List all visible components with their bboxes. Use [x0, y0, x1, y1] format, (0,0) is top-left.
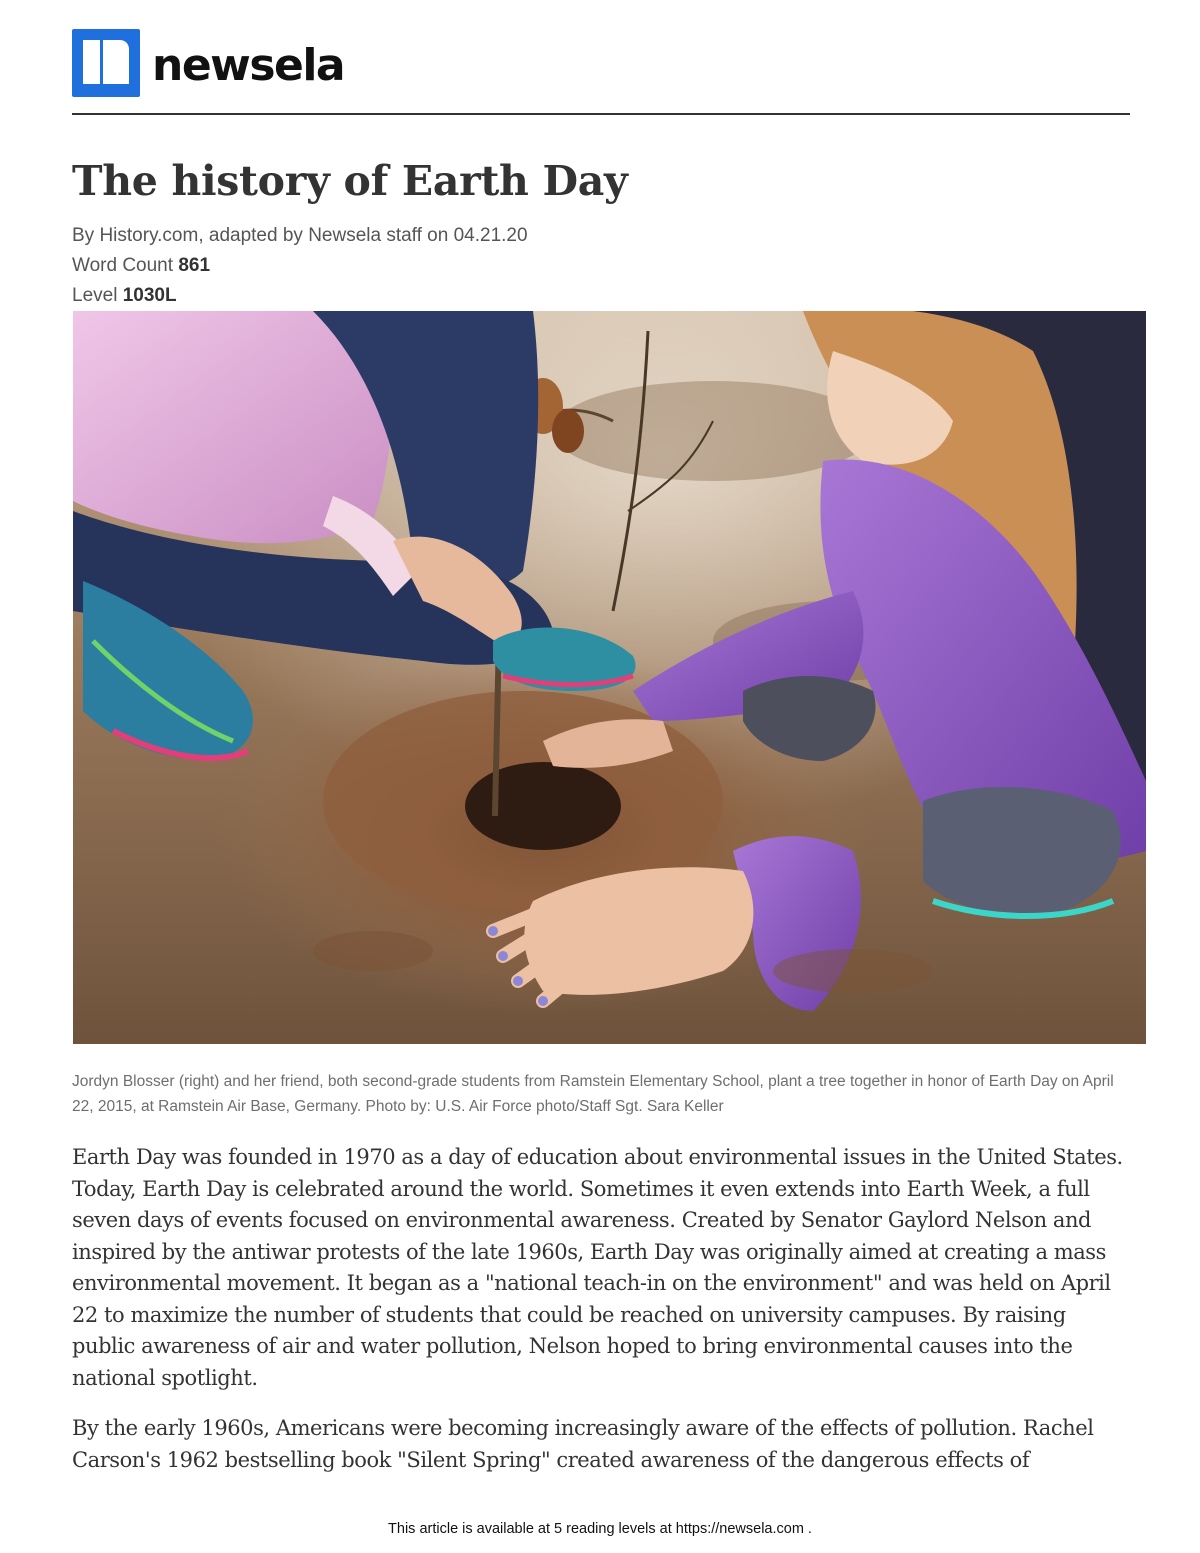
word-count-value: 861	[178, 255, 211, 276]
word-count-label: Word Count	[72, 255, 174, 276]
header-divider	[72, 113, 1130, 115]
level-value: 1030L	[122, 285, 177, 306]
photo-illustration	[73, 311, 1146, 1044]
photo-caption: Jordyn Blosser (right) and her friend, both second-grade students from Ramstein Elementary School, plant a tree together in honor of Earth Day on April 22, 2015, at Ramstein Air Base, Germany. Photo by: U.S. Air Force photo/Staff Sgt. Sara Keller	[72, 1073, 1114, 1115]
page-footer: This article is available at 5 reading levels at https://newsela.com .	[388, 1521, 812, 1537]
article-byline: By History.com, adapted by Newsela staff on 04.21.20	[72, 225, 528, 246]
article-paragraph-2: By the early 1960s, Americans were becoming increasingly aware of the effects of pollution. Rachel Carson's 1962 bestselling book "Silent Spring" created awareness of the dangerous effects of	[72, 1416, 1094, 1472]
reading-level	[72, 286, 177, 305]
article-title: The history of Earth Day	[72, 157, 628, 205]
newsela-wordmark[interactable]: newsela	[152, 40, 345, 91]
level-label: Level	[72, 285, 118, 306]
article-photo	[73, 311, 1146, 1044]
word-count	[72, 256, 210, 275]
newsela-header	[72, 28, 344, 98]
article-paragraph-1: Earth Day was founded in 1970 as a day of education about environmental issues in the United States. Today, Earth Day is celebrated around the world. Sometimes it even extends into Earth Week, a full seven days of events focused on environmental awareness. Created by Senator Gaylord Nelson and inspired by the antiwar protests of the late 1960s, Earth Day was originally aimed at creating a mass environmental movement. It began as a "national teach-in on the environment" and was held on April 22 to maximize the number of students that could be reached on university campuses. By raising public awareness of air and water pollution, Nelson hoped to bring environmental causes into the national spotlight.	[72, 1145, 1123, 1390]
newsela-logo-icon[interactable]	[72, 29, 140, 97]
